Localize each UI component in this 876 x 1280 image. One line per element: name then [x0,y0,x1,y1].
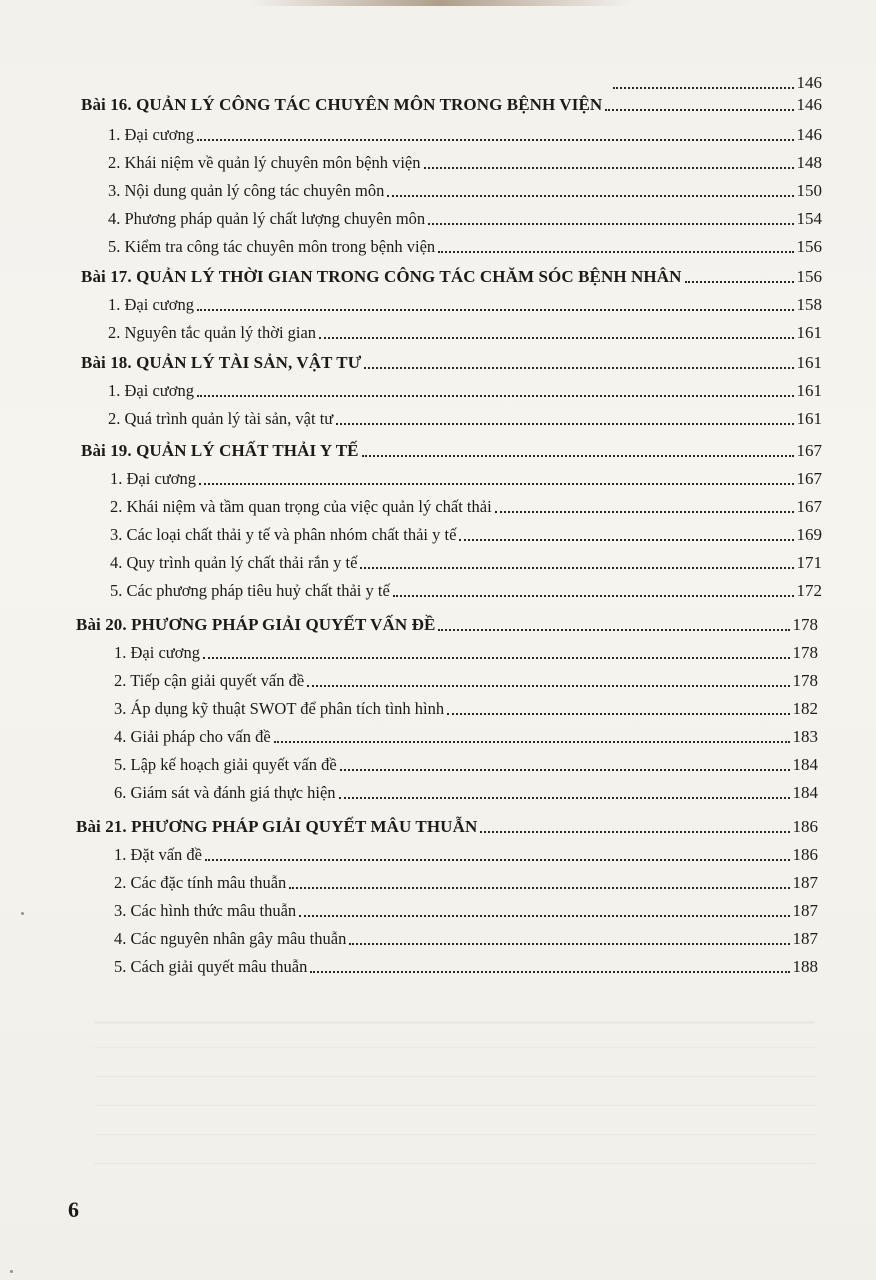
dot-leader [605,107,793,111]
item-label: 2. Các đặc tính mâu thuẫn [114,873,287,892]
toc-item[interactable] [114,838,818,866]
page-ref: 161 [796,353,822,372]
page-ref: 186 [792,845,818,864]
paper-speck [21,912,24,915]
dot-leader [428,221,793,225]
page-ref: 167 [796,441,822,460]
item-label: 5. Các phương pháp tiêu huỷ chất thải y tế [110,581,390,600]
dot-leader [480,829,789,833]
item-label: 5. Lập kế hoạch giải quyết vấn đề [114,755,337,774]
lesson-title: Bài 20. PHƯƠNG PHÁP GIẢI QUYẾT VẤN ĐỀ [76,615,436,634]
toc-item[interactable] [114,922,818,950]
dot-leader [362,453,794,457]
page-ref: 156 [796,237,822,256]
item-label: 4. Các nguyên nhân gây mâu thuẫn [114,929,347,948]
page-ref: 148 [796,153,822,172]
lesson-heading[interactable] [76,608,818,636]
page-ref: 146 [796,73,822,92]
dot-leader [447,711,789,715]
dot-leader [197,137,794,141]
item-label: 1. Đại cương [110,469,196,488]
page-ref: 169 [796,525,822,544]
toc-item[interactable] [108,402,822,430]
page-ref: 186 [792,817,818,836]
dot-leader [459,537,793,541]
dot-leader [205,857,790,861]
dot-leader [274,739,790,743]
page-ref: 184 [792,783,818,802]
bleed-through-texture [95,1000,815,1200]
item-label: 2. Quá trình quản lý tài sản, vật tư [108,409,334,428]
dot-leader [319,335,793,339]
item-label: 3. Các loại chất thải y tế và phân nhóm chất thải y tế [110,525,457,544]
item-label: 2. Nguyên tắc quản lý thời gian [108,323,317,342]
item-label: 5. Cách giải quyết mâu thuẫn [114,957,308,976]
dot-leader [387,193,793,197]
dot-leader [360,565,793,569]
page-ref: 161 [796,381,822,400]
dot-leader [349,941,789,945]
dot-leader [197,393,794,397]
lesson-heading[interactable] [81,346,822,374]
binding-shadow [250,0,630,6]
dot-leader [685,279,794,283]
page-ref: 187 [792,901,818,920]
toc-item[interactable] [108,146,822,174]
lesson-title: Bài 17. QUẢN LÝ THỜI GIAN TRONG CÔNG TÁC CHĂM SÓC BỆNH NHÂN [81,267,682,286]
page-ref: 161 [796,323,822,342]
page-ref: 178 [792,615,818,634]
toc-item[interactable] [110,462,822,490]
toc-item[interactable] [108,288,822,316]
page-ref: 184 [792,755,818,774]
page-ref: 156 [796,267,822,286]
item-label: 2. Tiếp cận giải quyết vấn đề [114,671,305,690]
toc-item[interactable] [108,202,822,230]
item-label: 3. Áp dụng kỹ thuật SWOT để phân tích tình hình [114,699,445,718]
dot-leader [307,683,789,687]
page-ref: 161 [796,409,822,428]
page-ref: 154 [796,209,822,228]
toc-item[interactable] [114,748,818,776]
toc-item[interactable] [114,692,818,720]
item-label: 2. Khái niệm và tầm quan trọng của việc quản lý chất thải [110,497,492,516]
page-ref: 187 [792,873,818,892]
page-ref: 150 [796,181,822,200]
toc-item[interactable] [114,894,818,922]
lesson-heading[interactable] [81,260,822,288]
lesson-heading[interactable] [81,434,822,462]
toc-item[interactable] [108,174,822,202]
item-label: 5. Kiểm tra công tác chuyên môn trong bệnh viện [108,237,436,256]
dot-leader [340,767,790,771]
toc-item[interactable] [114,720,818,748]
toc-item[interactable] [114,866,818,894]
page-ref: 171 [796,553,822,572]
toc-item[interactable] [110,546,822,574]
toc-item[interactable] [114,776,818,804]
page-ref: 182 [792,699,818,718]
dot-leader [339,795,790,799]
lesson-heading[interactable] [81,88,822,116]
toc-item[interactable] [108,118,822,146]
toc-item[interactable] [114,664,818,692]
paper-speck [10,1270,13,1273]
page-ref: 178 [792,643,818,662]
item-label: 1. Đại cương [108,295,194,314]
toc-item[interactable] [114,950,818,978]
page-ref: 178 [792,671,818,690]
page-number: 6 [68,1197,79,1222]
page-ref: 158 [796,295,822,314]
item-label: 1. Đại cương [114,643,200,662]
item-label: 4. Phương pháp quản lý chất lượng chuyên môn [108,209,426,228]
item-label: 1. Đại cương [108,381,194,400]
dot-leader [299,913,789,917]
dot-leader [424,165,794,169]
toc-item[interactable] [108,374,822,402]
toc-item[interactable] [108,230,822,258]
page-ref: 146 [796,125,822,144]
dot-leader [438,249,793,253]
lesson-title: Bài 21. PHƯƠNG PHÁP GIẢI QUYẾT MÂU THUẪN [76,817,478,836]
item-label: 6. Giám sát và đánh giá thực hiện [114,783,336,802]
dot-leader [336,421,793,425]
toc-item[interactable] [114,636,818,664]
dot-leader [393,593,794,597]
item-label: 2. Khái niệm về quản lý chuyên môn bệnh viện [108,153,421,172]
page-ref: 188 [792,957,818,976]
dot-leader [197,307,794,311]
item-label: 4. Quy trình quản lý chất thải rắn y tế [110,553,358,572]
page-ref: 167 [796,497,822,516]
item-label: 3. Nội dung quản lý công tác chuyên môn [108,181,385,200]
dot-leader [199,481,794,485]
item-label: 1. Đặt vấn đề [114,845,202,864]
lesson-title: Bài 19. QUẢN LÝ CHẤT THẢI Y TẾ [81,441,359,460]
page-ref: 187 [792,929,818,948]
item-label: 4. Giải pháp cho vấn đề [114,727,271,746]
lesson-heading[interactable] [76,810,818,838]
item-label: 3. Các hình thức mâu thuẫn [114,901,297,920]
dot-leader [364,365,793,369]
item-label: 1. Đại cương [108,125,194,144]
page-ref: 183 [792,727,818,746]
page-ref: 146 [796,95,822,114]
dot-leader [495,509,794,513]
toc-item[interactable] [108,316,822,344]
page-ref: 172 [796,581,822,600]
dot-leader [289,885,789,889]
dot-leader [438,627,789,631]
page-ref: 167 [796,469,822,488]
lesson-title: Bài 16. QUẢN LÝ CÔNG TÁC CHUYÊN MÔN TRONG BỆNH VIỆN [81,95,603,114]
toc-item[interactable] [110,490,822,518]
toc-item[interactable] [110,574,822,602]
lesson-title: Bài 18. QUẢN LÝ TÀI SẢN, VẬT TƯ [81,353,362,372]
toc-item[interactable] [110,518,822,546]
dot-leader [310,969,789,973]
dot-leader [203,655,790,659]
